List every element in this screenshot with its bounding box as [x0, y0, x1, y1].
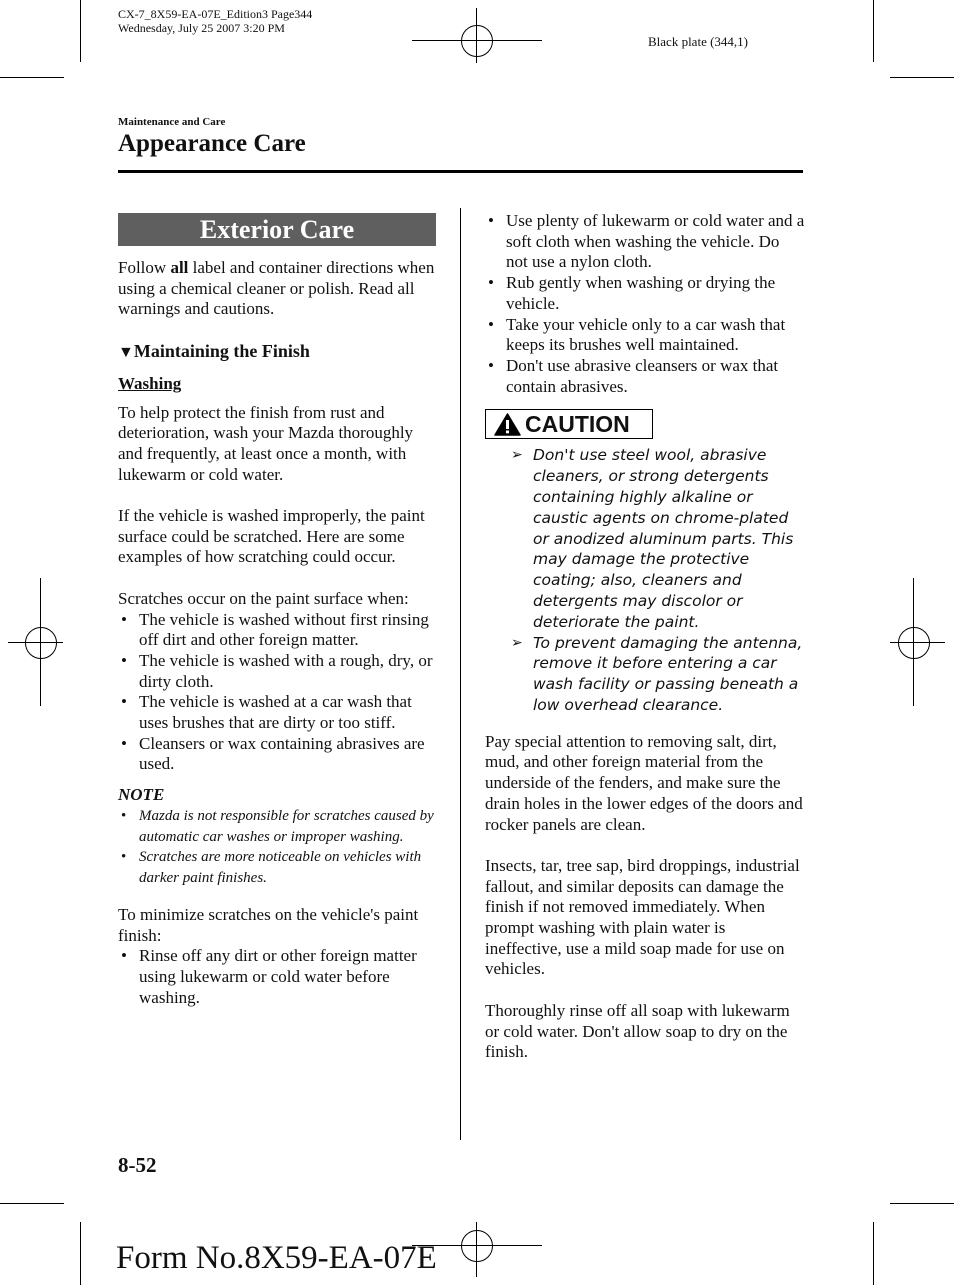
- page-title: Appearance Care: [118, 130, 306, 157]
- warning-triangle-icon: [494, 413, 521, 436]
- section-label: Maintenance and Care: [118, 116, 226, 128]
- caution-item: ➢ To prevent damaging the antenna, remove it before entering a car wash facility or passing beneath a low overhead clearance.: [485, 633, 805, 716]
- caution-list: [485, 445, 805, 715]
- intro-paragraph: [118, 258, 436, 320]
- subheading: [118, 341, 436, 364]
- note-item: • Mazda is not responsible for scratches caused by automatic car washes or improper washing.: [118, 806, 436, 848]
- washing-tips-list: [485, 211, 805, 397]
- list-item: • Rub gently when washing or drying the vehicle.: [485, 273, 805, 314]
- plate-label: Black plate (344,1): [648, 34, 748, 49]
- intro-bold: all: [170, 258, 189, 277]
- list-item: • Take your vehicle only to a car wash that keeps its brushes well maintained.: [485, 315, 805, 356]
- washing-heading: Washing: [118, 373, 182, 393]
- title-rule: [118, 170, 803, 173]
- exterior-care-banner: Exterior Care: [118, 213, 436, 246]
- caution-box: [485, 409, 653, 439]
- paragraph: To minimize scratches on the vehicle's paint finish:: [118, 905, 419, 945]
- note-item: • Scratches are more noticeable on vehicles with darker paint finishes.: [118, 847, 436, 889]
- note-heading: NOTE: [118, 785, 165, 805]
- intro-prefix: Follow: [118, 258, 171, 277]
- print-header: [118, 7, 312, 35]
- list-item: • Use plenty of lukewarm or cold water and a soft cloth when washing the vehicle. Do not use a nylon cloth.: [485, 211, 805, 273]
- list-item: • The vehicle is washed at a car wash that uses brushes that are dirty or too stiff.: [118, 692, 436, 733]
- paragraph: If the vehicle is washed improperly, the paint surface could be scratched. Here are some examples of how scratching could occur.: [118, 506, 425, 567]
- column-divider: [460, 208, 461, 1140]
- subheading-text: Maintaining the Finish: [133, 341, 310, 362]
- right-column: [485, 211, 805, 1063]
- minimize-list: [118, 946, 436, 1008]
- list-item: • Don't use abrasive cleansers or wax that contain abrasives.: [485, 356, 805, 397]
- scratch-causes-list: [118, 610, 436, 776]
- caution-label: CAUTION: [525, 410, 630, 437]
- paragraph: Insects, tar, tree sap, bird droppings, industrial fallout, and similar deposits can damage the finish if not removed immediately. When prompt washing with plain water is ineffective, use a mild soap made for use on vehicles.: [485, 855, 800, 979]
- paragraph: Scratches occur on the paint surface when:: [118, 588, 409, 608]
- page-number: 8-52: [118, 1153, 157, 1177]
- paragraph: To help protect the finish from rust and deterioration, wash your Mazda thoroughly and frequently, at least once a month, with lukewarm or cold water.: [118, 402, 414, 484]
- timestamp: Wednesday, July 25 2007 3:20 PM: [118, 21, 285, 35]
- paragraph: Thoroughly rinse off all soap with lukewarm or cold water. Don't allow soap to dry on the finish.: [485, 1000, 790, 1062]
- list-item: • The vehicle is washed without first rinsing off dirt and other foreign matter.: [118, 610, 436, 651]
- form-number: Form No.8X59-EA-07E: [116, 1240, 437, 1276]
- note-list: [118, 806, 436, 889]
- paragraph: Pay special attention to removing salt, dirt, mud, and other foreign material from the underside of the fenders, and make sure the drain holes in the lower edges of the doors and rocker panels are clean.: [485, 731, 803, 834]
- intro-rest: label and container directions when using a chemical cleaner or polish. Read all warnings and cautions.: [118, 258, 435, 319]
- doc-id: CX-7_8X59-EA-07E_Edition3 Page344: [118, 7, 313, 21]
- list-item: • Rinse off any dirt or other foreign matter using lukewarm or cold water before washing.: [118, 946, 436, 1008]
- caution-item: ➢ Don't use steel wool, abrasive cleaners, or strong detergents containing highly alkaline or caustic agents on chrome-plated or anodized aluminum parts. This may damage the protective coating; also, cleaners and detergents may discolor or deteriorate the paint.: [485, 445, 805, 632]
- left-column: [118, 213, 436, 1009]
- list-item: • Cleansers or wax containing abrasives are used.: [118, 734, 436, 775]
- triangle-marker-icon: ▼: [118, 344, 134, 362]
- list-item: • The vehicle is washed with a rough, dry, or dirty cloth.: [118, 651, 436, 692]
